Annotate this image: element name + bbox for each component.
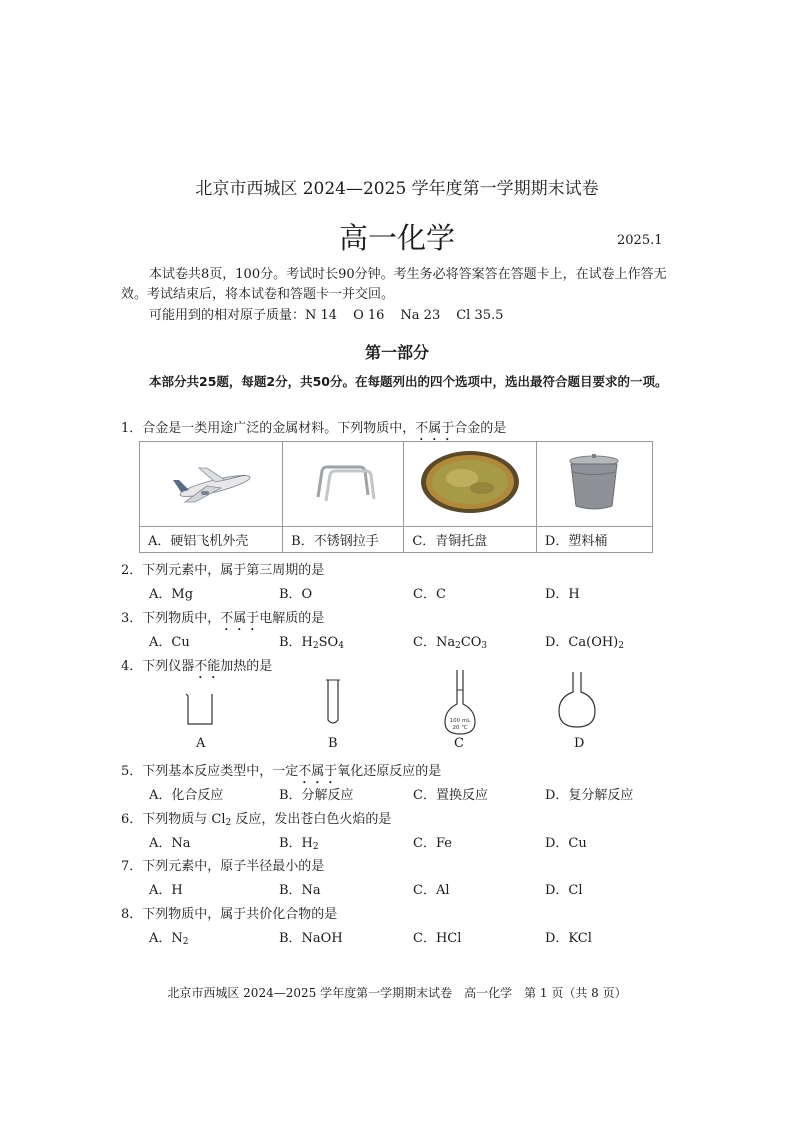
emphasis-text: 不属于 xyxy=(220,611,260,626)
emphasis-text: 不属于 xyxy=(298,764,338,779)
question-5-stem: 5．下列基本反应类型中，一定不属于氧化还原反应的是 xyxy=(121,764,442,779)
part-description: 本部分共25题，每题2分，共50分。在每题列出的四个选项中，选出最符合题目要求的一项。 xyxy=(149,374,668,389)
q3-option-d[interactable]: D．$Ca(OH)_2$ xyxy=(545,635,624,651)
q7-option-d[interactable]: D．Cl xyxy=(545,883,583,898)
atomic-mass-na: Na 23 xyxy=(400,308,441,323)
q6-option-b[interactable]: B．$H_2$ xyxy=(279,836,319,852)
flask-volume-mark: 100 mL xyxy=(449,718,471,724)
beaker-icon xyxy=(180,688,220,728)
bronze-tray-image xyxy=(404,442,537,527)
subject-title: 高一化学 xyxy=(338,221,455,255)
question-6-stem: 6．下列物质与 $Cl_2$ 反应，发出苍白色火焰的是 xyxy=(121,812,392,828)
airplane-icon xyxy=(165,458,257,506)
q5-option-c[interactable]: C．置换反应 xyxy=(413,788,488,803)
test-tube-icon xyxy=(323,678,343,728)
q7-option-c[interactable]: C．Al xyxy=(413,883,450,898)
q1-option-c[interactable]: C．青铜托盘 xyxy=(404,527,537,553)
atomic-masses-label: 可能用到的相对原子质量： xyxy=(149,308,306,323)
q4-option-b[interactable]: B xyxy=(328,736,338,751)
volumetric-flask-icon xyxy=(440,668,480,738)
question-4-stem: 4．下列仪器不能加热的是 xyxy=(121,659,273,674)
q2-option-b[interactable]: B．O xyxy=(279,587,313,602)
q4-option-a[interactable]: A xyxy=(196,736,206,751)
q3-option-a[interactable]: A．Cu xyxy=(149,635,190,650)
steel-handle-icon xyxy=(308,459,378,505)
emphasis-text: 不属于 xyxy=(415,421,455,436)
page-footer xyxy=(0,984,794,1001)
plastic-bucket-icon xyxy=(564,452,624,512)
q2-option-a[interactable]: A．Mg xyxy=(149,587,194,602)
question-1-stem: 1．合金是一类用途广泛的金属材料。下列物质中，不属于合金的是 xyxy=(121,421,507,436)
q6-option-d[interactable]: D．Cu xyxy=(545,836,587,851)
plastic-bucket-image xyxy=(536,442,652,527)
q2-option-c[interactable]: C．C xyxy=(413,587,446,602)
atomic-mass-cl: Cl 35.5 xyxy=(456,308,504,323)
footer-exam-title: 北京市西城区 2024—2025 学年度第一学期期末试卷 xyxy=(167,986,453,1000)
handle-image xyxy=(283,442,404,527)
atomic-mass-o: O 16 xyxy=(353,308,385,323)
question-8-stem: 8．下列物质中，属于共价化合物的是 xyxy=(121,907,338,922)
q7-option-a[interactable]: A．H xyxy=(149,883,183,898)
footer-page-number: 第 1 页（共 8 页） xyxy=(524,986,627,1000)
exam-date: 2025.1 xyxy=(617,233,663,248)
question-3-stem: 3．下列物质中，不属于电解质的是 xyxy=(121,611,325,626)
q6-option-a[interactable]: A．Na xyxy=(149,836,191,851)
q2-option-d[interactable]: D．H xyxy=(545,587,580,602)
q6-option-c[interactable]: C．Fe xyxy=(413,836,452,851)
question-7-stem: 7．下列元素中，原子半径最小的是 xyxy=(121,859,325,874)
q8-option-b[interactable]: B．NaOH xyxy=(279,931,343,946)
round-bottom-flask-icon xyxy=(555,670,599,730)
q5-option-a[interactable]: A．化合反应 xyxy=(149,788,224,803)
q4-option-c[interactable]: C xyxy=(454,736,464,751)
q7-option-b[interactable]: B．Na xyxy=(279,883,321,898)
q1-option-a[interactable]: A．硬铝飞机外壳 xyxy=(140,527,283,553)
q8-option-c[interactable]: C．HCl xyxy=(413,931,462,946)
q8-option-a[interactable]: A．$N_2$ xyxy=(149,931,189,947)
q8-option-d[interactable]: D．KCl xyxy=(545,931,592,946)
footer-subject: 高一化学 xyxy=(464,986,513,1000)
emphasis-text: 不能 xyxy=(194,659,221,674)
question-1-options-table xyxy=(139,441,653,553)
instructions: 本试卷共8页，100分。考试时长90分钟。考生务必将答案答在答题卡上，在试卷上作答无效。考试结束后，将本试卷和答题卡一并交回。 xyxy=(121,267,667,302)
q5-option-b[interactable]: B．分解反应 xyxy=(279,788,354,803)
airplane-image xyxy=(140,442,283,527)
flask-temp-mark: 20 ℃ xyxy=(452,725,468,731)
atomic-mass-n: N 14 xyxy=(305,308,338,323)
question-2-stem: 2．下列元素中，属于第三周期的是 xyxy=(121,563,325,578)
exam-title: 北京市西城区 2024—2025 学年度第一学期期末试卷 xyxy=(195,179,599,199)
q3-option-b[interactable]: B．$H_2SO_4$ xyxy=(279,635,344,651)
q5-option-d[interactable]: D．复分解反应 xyxy=(545,788,634,803)
q1-option-b[interactable]: B．不锈钢拉手 xyxy=(283,527,404,553)
atomic-masses xyxy=(149,306,519,326)
q3-option-c[interactable]: C．$Na_2CO_3$ xyxy=(413,635,488,651)
part-title: 第一部分 xyxy=(364,343,429,362)
q4-option-d[interactable]: D xyxy=(574,736,585,751)
bronze-tray-icon xyxy=(418,448,522,516)
q1-option-d[interactable]: D．塑料桶 xyxy=(536,527,652,553)
